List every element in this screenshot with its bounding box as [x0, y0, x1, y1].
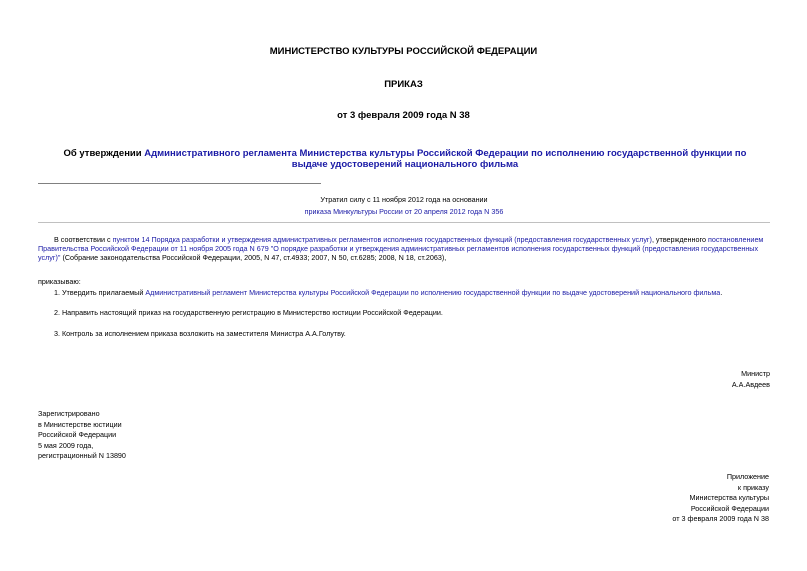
appendix-block	[672, 472, 769, 525]
registration-line: регистрационный N 13890	[38, 451, 126, 460]
expired-notice	[38, 194, 770, 218]
document-title	[60, 148, 750, 170]
appendix-line: Приложение	[726, 472, 769, 481]
item-1-suffix: .	[720, 288, 723, 297]
preamble-link-resolution[interactable]: постановлением Правительства Российской Федерации от 11 ноября 2005 года N 679 "О порядке разработки и утверждения административных регламентов исполнения государственных функций (предоставления государственных услуг)"	[38, 235, 764, 262]
divider-long	[38, 222, 770, 223]
appendix-line: Российской Федерации	[690, 503, 769, 513]
item-1-prefix: 1. Утвердить прилагаемый	[54, 288, 146, 297]
registration-line: Зарегистрировано	[38, 409, 100, 418]
signer-name: А.А.Авдеев	[731, 380, 770, 389]
appendix-line: Министерства культуры	[689, 493, 769, 502]
order-item-2: 2. Направить настоящий приказ на государственную регистрацию в Министерство юстиции Российской Федерации.	[54, 308, 443, 317]
ministry-heading: МИНИСТЕРСТВО КУЛЬТУРЫ РОССИЙСКОЙ ФЕДЕРАЦИИ	[269, 46, 538, 57]
registration-line: в Министерстве юстиции	[38, 419, 122, 429]
title-prefix: Об утверждении	[63, 148, 145, 159]
title-regulation-link[interactable]: Административного регламента Министерства культуры Российской Федерации по исполнению государственной функции по выдаче удостоверений национального фильма	[144, 148, 747, 170]
appendix-line: к приказу	[737, 482, 769, 492]
order-date: от 3 февраля 2009 года N 38	[337, 110, 470, 121]
order-item-3: 3. Контроль за исполнением приказа возложить на заместителя Министра А.А.Голутву.	[54, 329, 346, 338]
preamble-text-3: (Собрание законодательства Российской Федерации, 2005, N 47, ст.4933; 2007, N 50, ст.6285; 2008, N 18, ст.2063),	[60, 253, 447, 262]
signer-position: Министр	[741, 369, 770, 378]
order-verb: приказываю:	[38, 277, 81, 286]
divider-short	[38, 183, 321, 184]
registration-line: 5 мая 2009 года,	[38, 440, 94, 450]
signature-block	[732, 368, 770, 390]
preamble-text-1: В соответствии с	[54, 235, 113, 244]
appendix-line: от 3 февраля 2009 года N 38	[672, 514, 769, 523]
expired-text: Утратил силу с 11 ноября 2012 года на основании	[320, 195, 488, 204]
preamble-text-2: , утвержденного	[651, 235, 708, 244]
order-heading: ПРИКАЗ	[384, 79, 423, 90]
registration-line: Российской Федерации	[38, 430, 117, 439]
registration-block	[38, 409, 126, 462]
expired-order-link[interactable]: приказа Минкультуры России от 20 апреля 2012 года N 356	[304, 207, 504, 216]
item-1-regulation-link[interactable]: Административный регламент Министерства культуры Российской Федерации по исполнению государственной функции по выдаче удостоверений национального фильма	[145, 288, 721, 297]
preamble-paragraph	[38, 235, 770, 262]
preamble-link-procedure[interactable]: пунктом 14 Порядка разработки и утверждения административных регламентов исполнения государственных функций (предоставления государственных услуг)	[112, 235, 652, 244]
order-item-1	[54, 288, 770, 297]
